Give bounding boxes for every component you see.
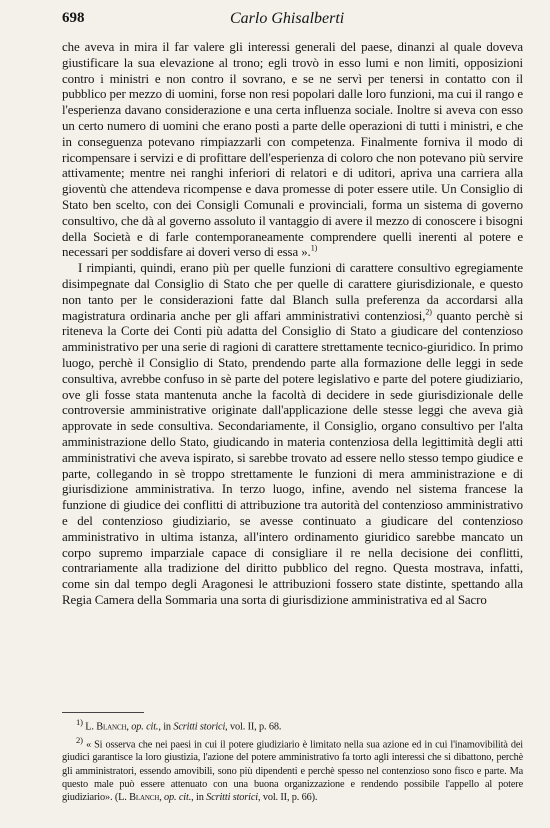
footnote-cite: op. cit. [164, 792, 192, 804]
footnote: $^{1)}$ L. Blanch, op. cit., in Scritti storici, vol. II, p. 68. [76, 717, 282, 733]
footnote-work: Scritti storici [206, 792, 258, 804]
paragraph [62, 261, 523, 609]
footnote-cite: op. cit. [131, 721, 159, 733]
main-text [62, 40, 523, 609]
footnote-sep: , in [191, 792, 204, 804]
page-number: 698 [62, 10, 85, 26]
footnote-marker: 2) [76, 734, 83, 745]
footnote: $^{2)}$ « Si osserva che nei paesi in cui il potere giudiziario è limitato nella sua azione ed in cui l'inamovibilità dei giudici garantisce la loro giustizia, l'azione del potere amministrativo fa torto agli interessi che si dibattono, perchè gli amministratori, essendo amovibili, sono più dipendenti e perchè spesso nel contenzioso sono fisco e parte. Ma questo male può essere attenuato con una buona organizzazione e rendendo possibile l'appello al potere giudiziario». (L. Blanch, op. cit., in Scritti storici, vol. II, p. 66). [62, 734, 523, 804]
footnote-marker: 1) [76, 717, 83, 727]
footnote-author: L. Blanch [85, 721, 127, 733]
running-head: Carlo Ghisalberti [230, 10, 345, 27]
page-header [62, 10, 522, 34]
footnote-location: , vol. II, p. 68. [225, 721, 282, 733]
paragraph-text: I rimpianti, quindi, erano più per quelle funzioni di carattere consultivo egregiamente disimpegnate dal Consiglio di Stato che per quelle di carattere giurisdizionale, e questo non tanto per le considerazioni fatte dal Blanch sulla preferenza da accordarsi alla magistratura ordinaria anche per gli affari amministrativi contenziosi, [62, 261, 523, 323]
footnote-text: « Si osserva che nei paesi in cui il potere giudiziario è limitato nella sua azione ed in cui l'inamovibilità dei giudici garantisce la loro giustizia, l'azione del potere amministrativo fa torto agli interessi che si dibattono, perchè gli amministratori, essendo amovibili, sono più dipendenti e perchè spesso nel contenzioso sono fisco e parte. Ma questo male può essere attenuato con una buona organizzazione e rendendo possibile l'appello al potere giudiziario». [62, 739, 523, 804]
footnote-ref: 1) [310, 244, 318, 254]
footnote-sep: , in [158, 721, 171, 733]
footnote-location: , vol. II, p. 66). [257, 792, 318, 804]
paragraph-text: che aveva in mira il far valere gli interessi generali del paese, dinanzi al quale doveva giustificare la sua elevazione al trono; egli trovò in esso lumi e non limiti, opposizioni contro i ministri e non contro il sovrano, e se ne servì per tenersi in contatto con il pubblico per mezzo di uomini, forse non resi popolari dalle loro funzioni, ma cui il rango e l'esperienza davano considerazione e una certa influenza sociale. Inoltre si aveva con esso un certo numero di uomini che erano posti a parte delle operazioni di tutti i ministri, e che in conseguenza potevano rimpiazzarli con competenza. Finalmente forniva il modo di ricompensare i servizi e di profittare dell'esperienza di coloro che non potevano più servire attivamente; mentre nei ranghi inferiori di relatori e di uditori, apriva una carriera alla gioventù che attendeva ricompense e dava promesse di poter essere utile. Un Consiglio di Stato ben scelto, con dei Consigli Comunali e provinciali, forma un sistema di governo consultivo, che dà al governo assoluto il vantaggio di avere il mezzo di conoscere i bisogni della Società e di farle contemporaneamente comprendere quelli inerenti al potere e necessari per soddisfare ai doveri verso di essa ». [62, 40, 523, 260]
footnote-work: Scritti storici [173, 721, 226, 733]
footnote-rule [62, 712, 144, 713]
paragraph [62, 40, 523, 261]
footnote-ref: 2) [425, 307, 432, 317]
footnote-author: L. Blanch [118, 792, 160, 804]
footnotes [62, 716, 523, 805]
paragraph-text: quanto perchè si riteneva la Corte dei Conti più adatta del Consiglio di Stato a giudicare del contenzioso amministrativo per una serie di ragioni di carattere strettamente tecnico-giuridico. In primo luogo, perchè il Consiglio di Stato, prendendo parte alla formazione delle leggi in sede consultiva, avrebbe confuso in sè parte del potere legislativo e parte del potere giudiziario, ove gli fosse stata mantenuta anche la facoltà di decidere in sede giurisdizionale delle controversie amministrative originate dall'applicazione delle stesse leggi che aveva già approvate in sede consultiva. Secondariamente, il Consiglio, organo consultivo per l'alta amministrazione dello Stato, giudicando in materia contenziosa della legittimità degli atti amministrativi che aveva ispirato, si sarebbe trovato ad essere nello stesso tempo giudice e parte, collegando in sè troppo strettamente le funzioni di mera amministrazione e di giurisdizione amministrativa. In terzo luogo, infine, avendo nel sistema francese la funzione di giudice dei conflitti di attribuzione tra autorità del contenzioso amministrativo e del contenzioso giudiziario, se avesse continuato a giudicare del contenzioso amministrativo in ultima istanza, all'intero ordinamento giuridico sarebbe mancato un corpo supremo imparziale capace di consigliare il re nella decisione dei conflitti, contrariamente alla tradizione del diritto pubblico del regno. Questa mostrava, infatti, come sin dal tempo degli Aragonesi le attribuzioni fossero state distinte, spettando alla Regia Camera della Sommaria una sorta di giurisdizione amministrativa ed al Sacro [62, 308, 523, 607]
